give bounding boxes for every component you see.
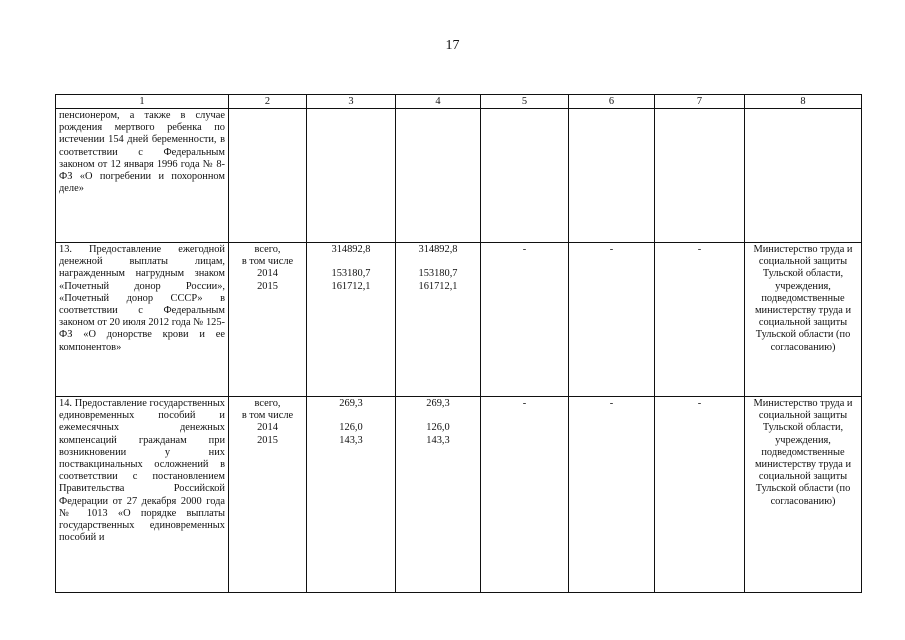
row-amount: 314892,8 153180,7 161712,1 [396,243,481,397]
row-cell [396,109,481,243]
column-header: 5 [481,95,569,109]
row-period: всего, в том числе 2014 2015 [229,397,307,593]
table-row [56,109,862,243]
table-row [56,397,862,593]
column-header: 8 [745,95,862,109]
row-cell: - [655,397,745,593]
table-row [56,243,862,397]
row-amount: 269,3 126,0 143,3 [396,397,481,593]
row-cell: - [481,397,569,593]
column-header: 4 [396,95,481,109]
row-cell [655,109,745,243]
page-number: 17 [445,38,460,53]
row-cell [745,109,862,243]
row-cell [229,109,307,243]
row-description: пенсионером, а также в случае рождения мертвого ребенка по истечении 154 дней беременности, в соответствии с Федеральным законом от 12 января 1996 года № 8-ФЗ «О погребении и похоронном деле» [56,109,229,243]
column-header: 7 [655,95,745,109]
column-header: 1 [56,95,229,109]
column-header: 3 [307,95,396,109]
budget-table [55,94,862,593]
row-cell [307,109,396,243]
row-amount: 314892,8 153180,7 161712,1 [307,243,396,397]
row-cell: - [569,397,655,593]
column-header: 2 [229,95,307,109]
row-cell: - [481,243,569,397]
row-responsible: Министерство труда и социальной защиты Тульской области, учреждения, подведомственные министерству труда и социальной защиты Тульской области (по согласованию) [745,397,862,593]
row-description: 13. Предоставление ежегодной денежной выплаты лицам, награжденным нагрудным знаком «Почетный донор России», «Почетный донор СССР» в соответствии с Федеральным законом от 20 июля 2012 года № 125-ФЗ «О донорстве крови и ее компонентов» [56,243,229,397]
row-period: всего, в том числе 2014 2015 [229,243,307,397]
row-amount: 269,3 126,0 143,3 [307,397,396,593]
row-cell: - [569,243,655,397]
row-cell [481,109,569,243]
row-responsible: Министерство труда и социальной защиты Тульской области, учреждения, подведомственные министерству труда и социальной защиты Тульской области (по согласованию) [745,243,862,397]
row-cell [569,109,655,243]
row-description: 14. Предоставление государственных единовременных пособий и ежемесячных денежных компенсаций гражданам при возникновении у них поствакцинальных осложнений в соответствии с постановлением Правительства Российской Федерации от 27 декабря 2000 года № 1013 «О порядке выплаты государственных единовременных пособий и [56,397,229,593]
column-header: 6 [569,95,655,109]
table-header-row [56,95,862,109]
row-cell: - [655,243,745,397]
